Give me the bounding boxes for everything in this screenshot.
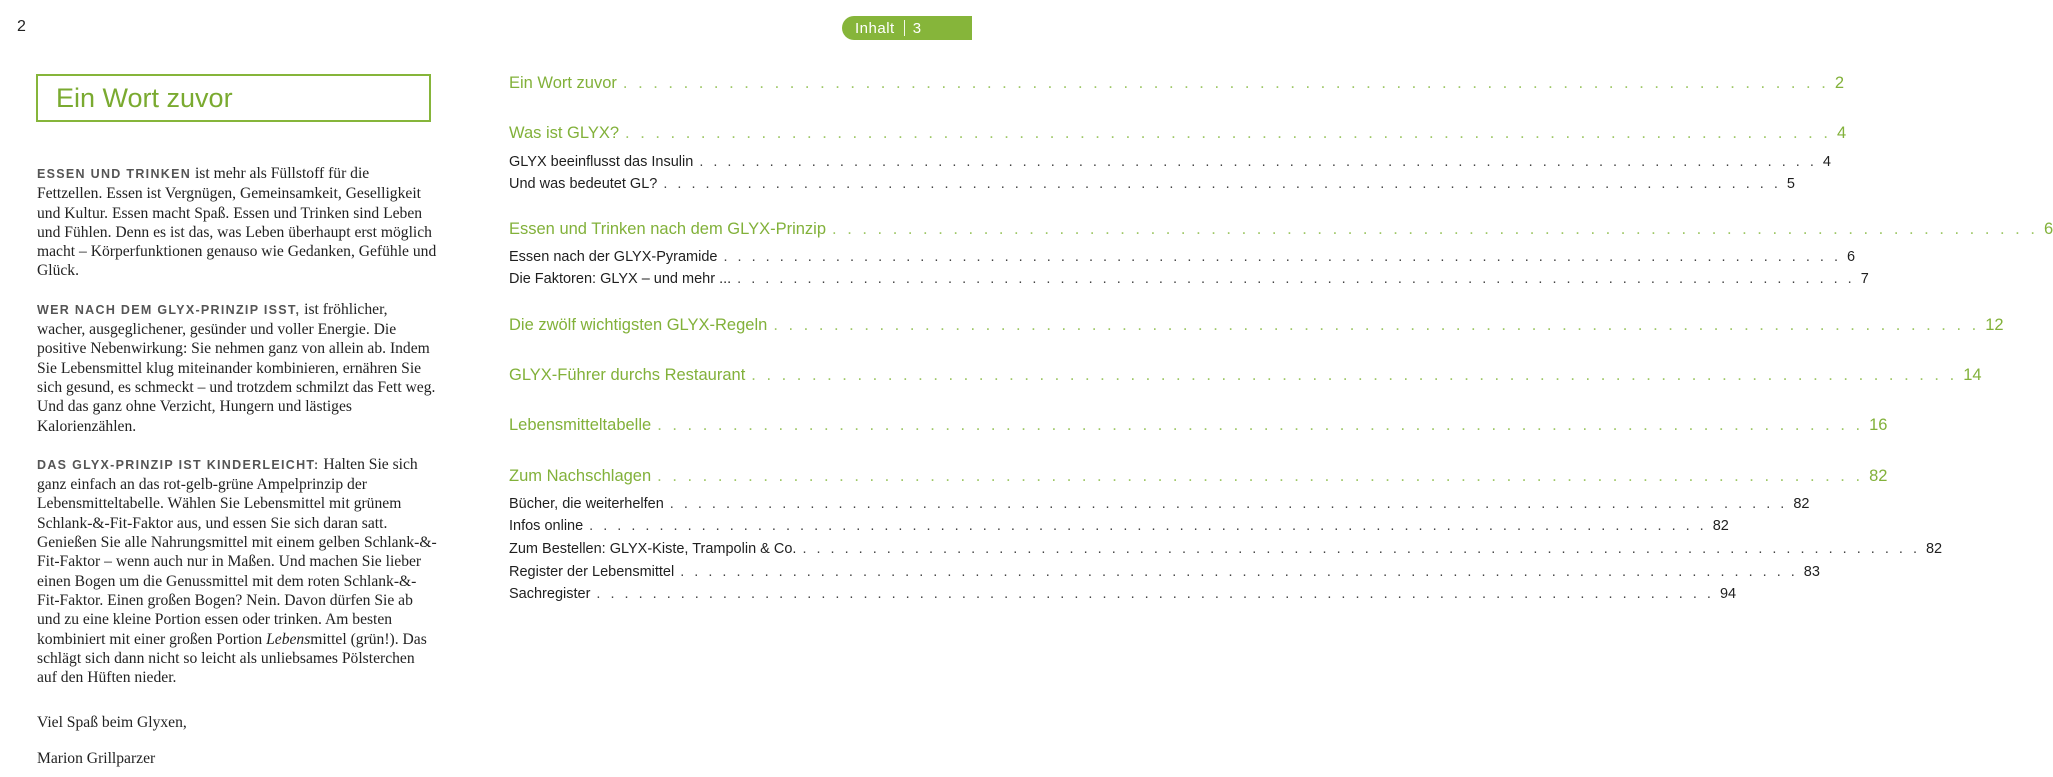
- toc-entry-page: 14: [1963, 366, 1982, 384]
- toc-entry-label: Was ist GLYX?: [509, 124, 620, 142]
- toc-entry-label: GLYX beeinflusst das Insulin: [509, 154, 694, 170]
- closing-line: Viel Spaß beim Glyxen,: [37, 714, 187, 731]
- toc-entry[interactable]: [509, 496, 1810, 512]
- toc-entry-page: 4: [1822, 154, 1831, 170]
- toc-leader: . . . . . . . . . . . . . . . . . . . . . . . . . . . . . . . . . . . . . . . . . . . . . . . . . . . . . . . . . . . . . . . . . . . . . . . . . . . . . . . .: [657, 467, 1864, 485]
- article-body: [37, 164, 437, 706]
- toc-entry-page: 7: [1860, 271, 1869, 287]
- paragraph-italic: Lebens: [266, 630, 311, 648]
- page-number-left: 2: [17, 18, 26, 35]
- article-title: Ein Wort zuvor: [56, 83, 233, 113]
- toc-entry-page: 94: [1719, 586, 1737, 602]
- toc-leader: . . . . . . . . . . . . . . . . . . . . . . . . . . . . . . . . . . . . . . . . . . . . . . . . . . . . . . . . . . . . . . . . . . . . . . . . . . . . . . . .: [832, 220, 2038, 238]
- toc-entry-page: 16: [1869, 416, 1888, 434]
- toc-entry[interactable]: [509, 416, 1888, 435]
- paragraph-lead: DAS GLYX-PRINZIP IST KINDERLEICHT:: [37, 457, 320, 472]
- paragraph-2: [37, 300, 437, 436]
- paragraph-3: [37, 455, 437, 688]
- toc-entry[interactable]: [509, 316, 2004, 335]
- toc-entry-label: GLYX-Führer durchs Restaurant: [509, 366, 746, 384]
- toc-entry-page: 5: [1786, 176, 1795, 192]
- toc-entry-label: Die Faktoren: GLYX – und mehr ...: [509, 271, 732, 287]
- paragraph-text: ist mehr als Füllstoff für die Fettzellen. Essen ist Vergnügen, Gemeinsamkeit, Geselligkeit und Kultur. Essen macht Spaß. Essen und Trinken sind Leben und Fühlen. Denn es ist das, was Leben überhaupt erst möglich macht – Körperfunktionen genauso wie Gedanken, Gefühle und Glück.: [37, 165, 437, 280]
- page-number-right: 3: [912, 19, 922, 37]
- toc-leader: . . . . . . . . . . . . . . . . . . . . . . . . . . . . . . . . . . . . . . . . . . . . . . . . . . . . . . . . . . . . . . . . . . . . . . . . . . . . . . . .: [751, 366, 1958, 384]
- section-tab-label: Inhalt: [855, 19, 895, 37]
- paragraph-text: ist fröhlicher, wacher, ausgeglichener, gesünder und voller Energie. Die positive Nebenwirkung: Sie nehmen ganz von allein ab. Indem Sie Lebensmittel klug miteinander kombinieren, ernähren Sie sich gesund, es schmeckt – und trotzdem schmilzt das Fett weg. Und das ganz ohne Verzicht, Hungern und lästiges Kalorienzählen.: [37, 300, 436, 435]
- toc-entry[interactable]: [509, 220, 2053, 239]
- toc-entry-page: 6: [2043, 220, 2053, 238]
- toc-entry-label: Ein Wort zuvor: [509, 74, 617, 92]
- toc-entry[interactable]: [509, 541, 1943, 557]
- toc-entry-page: 2: [1834, 74, 1844, 92]
- toc-entry[interactable]: [509, 124, 1847, 143]
- toc-leader: . . . . . . . . . . . . . . . . . . . . . . . . . . . . . . . . . . . . . . . . . . . . . . . . . . . . . . . . . . . . . . . . . . . . . . . . . . . . . . . .: [657, 416, 1864, 434]
- toc-entry[interactable]: [509, 586, 1737, 602]
- toc-entry-label: Essen nach der GLYX-Pyramide: [509, 249, 718, 265]
- section-tab-divider: [904, 20, 905, 36]
- toc-entry[interactable]: [509, 154, 1831, 170]
- toc-entry-page: 12: [1985, 316, 2004, 334]
- toc-leader: . . . . . . . . . . . . . . . . . . . . . . . . . . . . . . . . . . . . . . . . . . . . . . . . . . . . . . . . . . . . . . . . . . . . . . . . . . . . . . . .: [723, 249, 1842, 265]
- toc-entry[interactable]: [509, 271, 1869, 287]
- toc-entry-label: Register der Lebensmittel: [509, 564, 675, 580]
- toc-leader: . . . . . . . . . . . . . . . . . . . . . . . . . . . . . . . . . . . . . . . . . . . . . . . . . . . . . . . . . . . . . . . . . . . . . . . . . . . . . . . .: [773, 316, 1980, 334]
- toc-entry[interactable]: [509, 564, 1820, 580]
- toc-leader: . . . . . . . . . . . . . . . . . . . . . . . . . . . . . . . . . . . . . . . . . . . . . . . . . . . . . . . . . . . . . . . . . . . . . . . . . . . . . . . .: [596, 586, 1714, 602]
- toc-entry[interactable]: [509, 467, 1888, 486]
- toc-entry-label: Zum Nachschlagen: [509, 467, 652, 485]
- toc-entry-label: Zum Bestellen: GLYX-Kiste, Trampolin & Co.: [509, 541, 797, 557]
- toc-leader: . . . . . . . . . . . . . . . . . . . . . . . . . . . . . . . . . . . . . . . . . . . . . . . . . . . . . . . . . . . . . . . . . . . . . . . . . . . . . . . .: [680, 564, 1798, 580]
- toc-entry-label: Essen und Trinken nach dem GLYX-Prinzip: [509, 220, 827, 238]
- toc-leader: . . . . . . . . . . . . . . . . . . . . . . . . . . . . . . . . . . . . . . . . . . . . . . . . . . . . . . . . . . . . . . . . . . . . . . . . . . . . . . . .: [802, 541, 1920, 557]
- toc-entry-label: Infos online: [509, 518, 584, 534]
- toc-leader: . . . . . . . . . . . . . . . . . . . . . . . . . . . . . . . . . . . . . . . . . . . . . . . . . . . . . . . . . . . . . . . . . . . . . . . . . . . . . . . .: [625, 124, 1831, 142]
- article-title-box: [36, 74, 431, 122]
- toc-entry[interactable]: [509, 249, 1856, 265]
- toc-entry-page: 82: [1793, 496, 1810, 512]
- paragraph-lead: ESSEN UND TRINKEN: [37, 167, 192, 181]
- toc-leader: . . . . . . . . . . . . . . . . . . . . . . . . . . . . . . . . . . . . . . . . . . . . . . . . . . . . . . . . . . . . . . . . . . . . . . . . . . . . . . . .: [663, 176, 1781, 192]
- toc-entry[interactable]: [509, 366, 1982, 385]
- toc-entry-label: Und was bedeutet GL?: [509, 176, 658, 192]
- toc-entry-label: Sachregister: [509, 586, 591, 602]
- toc-entry[interactable]: [509, 518, 1729, 534]
- paragraph-lead: WER NACH DEM GLYX-PRINZIP ISST,: [37, 302, 301, 317]
- toc-entry[interactable]: [509, 176, 1795, 192]
- author-name: Marion Grillparzer: [37, 750, 156, 767]
- toc-leader: . . . . . . . . . . . . . . . . . . . . . . . . . . . . . . . . . . . . . . . . . . . . . . . . . . . . . . . . . . . . . . . . . . . . . . . . . . . . . . . .: [737, 271, 1855, 287]
- toc-entry-label: Lebensmitteltabelle: [509, 416, 652, 434]
- paragraph-text: Halten Sie sich ganz einfach an das rot-gelb-grüne Ampelprinzip der Lebensmitteltabelle. Wählen Sie Lebensmittel mit grünem Schlank-&-Fit-Faktor aus, und essen Sie sich daran satt. Genießen Sie alle Nahrungsmittel mit einem gelben Schlank-&-Fit-Faktor – wenn auch nur in Maßen. Und machen Sie lieber einen Bogen um die Genussmittel mit dem roten Schlank-&-Fit-Faktor. Einen großen Bogen? Nein. Davon dürfen Sie ab und zu eine kleine Portion essen oder trinken. Am besten kombiniert mit einer großen Portion: [37, 455, 437, 648]
- toc-entry-page: 82: [1712, 518, 1729, 534]
- toc-entry-page: 82: [1869, 467, 1888, 485]
- toc-leader: . . . . . . . . . . . . . . . . . . . . . . . . . . . . . . . . . . . . . . . . . . . . . . . . . . . . . . . . . . . . . . . . . . . . . . . . . . . . . . . .: [622, 74, 1829, 92]
- paragraph-text: mittel (grün!). Das schlägt sich dann nicht so leicht als unliebsames Pölsterchen auf den Hüften nieder.: [37, 630, 427, 687]
- toc-entry[interactable]: [509, 74, 1844, 93]
- toc-entry-page: 6: [1847, 249, 1856, 265]
- toc-entry-page: 83: [1803, 564, 1820, 580]
- toc-entry-label: Bücher, die weiterhelfen: [509, 496, 664, 512]
- paragraph-1: [37, 164, 437, 281]
- toc-entry-page: 82: [1925, 541, 1943, 557]
- toc-leader: . . . . . . . . . . . . . . . . . . . . . . . . . . . . . . . . . . . . . . . . . . . . . . . . . . . . . . . . . . . . . . . . . . . . . . . . . . . . . . . .: [699, 154, 1817, 170]
- toc-entry-label: Die zwölf wichtigsten GLYX-Regeln: [509, 316, 768, 334]
- toc-entry-page: 4: [1836, 124, 1847, 142]
- toc-leader: . . . . . . . . . . . . . . . . . . . . . . . . . . . . . . . . . . . . . . . . . . . . . . . . . . . . . . . . . . . . . . . . . . . . . . . . . . . . . . . .: [669, 496, 1788, 512]
- toc-leader: . . . . . . . . . . . . . . . . . . . . . . . . . . . . . . . . . . . . . . . . . . . . . . . . . . . . . . . . . . . . . . . . . . . . . . . . . . . . . . . .: [589, 518, 1707, 534]
- section-tab: [842, 16, 972, 40]
